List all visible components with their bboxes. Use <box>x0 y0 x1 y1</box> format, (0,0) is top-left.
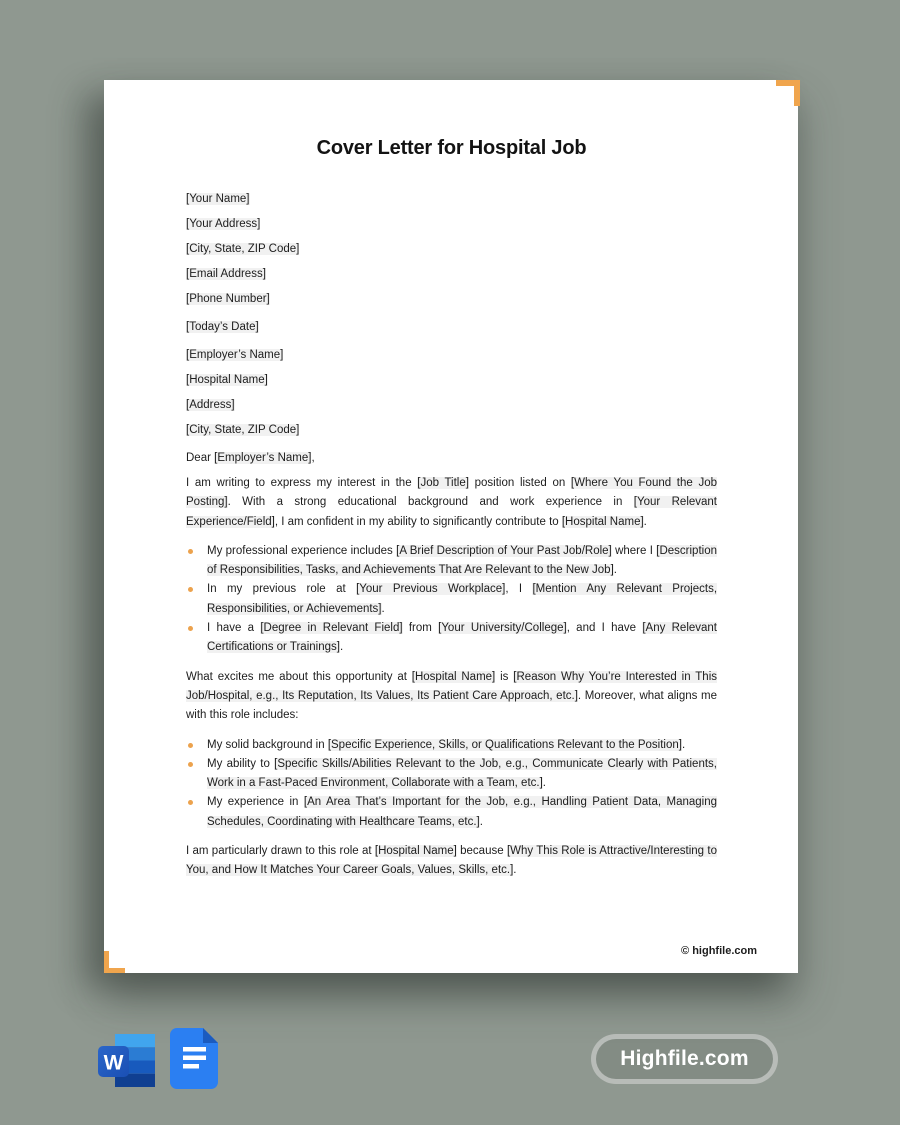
placeholder-field: [City, State, ZIP Code] <box>186 424 300 436</box>
text-run: position listed on <box>468 477 571 489</box>
closing-paragraph <box>186 842 717 881</box>
document-body <box>186 190 717 881</box>
sender-address-block <box>186 190 717 309</box>
placeholder-field: [Address] <box>186 399 235 411</box>
text-run: . Moreover, what aligns me with this role includes: <box>186 689 717 722</box>
bullet-item <box>207 755 717 794</box>
text-run: . <box>681 738 686 751</box>
text-run: My professional experience includes <box>207 544 397 557</box>
text-run: . <box>381 602 385 615</box>
download-bar <box>0 1028 900 1092</box>
qualification-bullet-list <box>186 736 717 832</box>
text-run: My solid background in <box>207 738 328 751</box>
microsoft-word-icon[interactable] <box>95 1030 157 1095</box>
text-run: , I am confident in my ability to significantly contribute to <box>274 515 562 528</box>
placeholder-field: [Specific Experience, Skills, or Qualifications Relevant to the Position] <box>327 738 682 751</box>
text-run: . <box>479 815 483 828</box>
placeholder-field: [Your Previous Workplace] <box>356 583 506 596</box>
placeholder-field: [Email Address] <box>186 268 266 280</box>
placeholder-field: [Why This Role is Attractive/Interesting to You, and How It Matches Your Career Goals, Values, Skills, etc.] <box>186 845 717 877</box>
text-run: from <box>402 622 439 635</box>
placeholder-field: [Degree in Relevant Field] <box>260 622 403 635</box>
text-run: I am writing to express my interest in the <box>186 477 418 489</box>
text-line <box>186 265 717 284</box>
text-run: . <box>542 777 546 790</box>
text-line <box>186 190 717 209</box>
placeholder-field: [Your Address] <box>186 218 261 230</box>
placeholder-field: [Hospital Name] <box>561 515 644 528</box>
text-run: In my previous role at <box>207 583 357 596</box>
google-docs-icon[interactable] <box>170 1028 218 1094</box>
text-run: because <box>456 845 507 858</box>
bullet-item <box>207 736 717 755</box>
text-run: , and I have <box>566 622 643 635</box>
placeholder-field: [Your Name] <box>186 193 250 205</box>
text-line <box>186 371 717 390</box>
placeholder-field: [Job Title] <box>417 477 469 489</box>
placeholder-field: [A Brief Description of Your Past Job/Role] <box>396 544 612 557</box>
placeholder-field: [Your Relevant Experience/Field] <box>186 496 718 528</box>
copyright-text: © highfile.com <box>681 945 757 957</box>
placeholder-field: [Any Relevant Certifications or Trainings] <box>207 622 718 654</box>
placeholder-field: [Employer’s Name] <box>186 349 284 361</box>
corner-accent-bottom-left-icon <box>104 951 125 973</box>
bullet-item <box>207 580 717 619</box>
experience-bullet-list <box>186 542 717 658</box>
text-run: I am particularly drawn to this role at <box>186 845 375 858</box>
text-line <box>186 449 717 468</box>
text-run: My ability to <box>207 757 275 770</box>
placeholder-field: [Phone Number] <box>186 293 270 305</box>
text-run: My experience in <box>207 796 304 809</box>
placeholder-field: [Your University/College] <box>438 622 567 635</box>
text-line <box>186 290 717 309</box>
bullet-item <box>207 793 717 832</box>
text-line <box>186 240 717 259</box>
motivation-paragraph <box>186 668 717 726</box>
placeholder-field: [Hospital Name] <box>374 845 457 858</box>
corner-accent-top-right-icon <box>776 80 800 106</box>
placeholder-field: [Hospital Name] <box>411 670 496 683</box>
placeholder-field: [Employer’s Name] <box>214 452 312 464</box>
date-block <box>186 318 717 337</box>
text-line <box>186 396 717 415</box>
text-run: , I <box>505 583 533 596</box>
text-run: where I <box>611 544 657 557</box>
highfile-button[interactable] <box>591 1034 778 1084</box>
bullet-item <box>207 619 717 658</box>
placeholder-field: [City, State, ZIP Code] <box>186 243 300 255</box>
placeholder-field: [Today’s Date] <box>186 321 259 333</box>
text-line <box>186 346 717 365</box>
text-run: . <box>513 864 517 877</box>
placeholder-field: [Specific Skills/Abilities Relevant to the Job, e.g., Communicate Clearly with Patients, Work in a Fast-Paced Environment, Collaborate with a Team, etc.] <box>207 757 717 790</box>
text-line <box>186 215 717 234</box>
placeholder-field: [Description of Responsibilities, Tasks, and Achievements That Are Relevant to the New Job] <box>207 544 717 577</box>
svg-text:W: W <box>103 1051 124 1075</box>
text-line <box>186 421 717 440</box>
text-run: . <box>339 641 344 654</box>
highfile-button-label: Highfile.com <box>620 1047 749 1070</box>
text-run: . <box>643 515 647 528</box>
text-run: Dear <box>186 452 215 464</box>
document-page <box>104 80 798 973</box>
placeholder-field: [Hospital Name] <box>186 374 268 386</box>
recipient-address-block <box>186 346 717 440</box>
placeholder-field: [Reason Why You’re Interested in This Job/Hospital, e.g., Its Reputation, Its Values, Its Patient Care Approach, etc.] <box>186 670 718 702</box>
placeholder-field: [Where You Found the Job Posting] <box>186 477 717 509</box>
text-run: I have a <box>207 622 261 635</box>
placeholder-field: [Mention Any Relevant Projects, Responsibilities, or Achievements] <box>207 583 718 615</box>
text-run: What excites me about this opportunity at <box>186 670 412 683</box>
document-title: Cover Letter for Hospital Job <box>316 137 587 159</box>
intro-paragraph <box>186 474 717 532</box>
salutation <box>186 449 717 468</box>
text-line <box>186 318 717 337</box>
text-run: , <box>311 452 315 464</box>
text-run: . <box>613 564 617 577</box>
placeholder-field: [An Area That’s Important for the Job, e.g., Handling Patient Data, Managing Schedules, Coordinating with Healthcare Teams, etc.] <box>207 796 717 828</box>
text-run: . With a strong educational background and work experience in <box>227 496 634 509</box>
text-run: is <box>495 670 514 683</box>
bullet-item <box>207 542 717 581</box>
